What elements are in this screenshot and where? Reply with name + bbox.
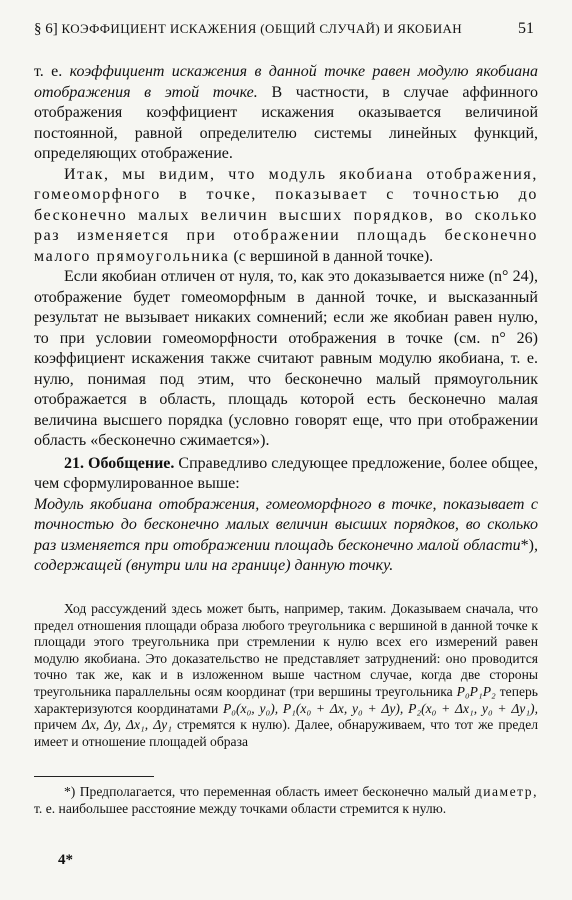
main-text	[34, 62, 538, 577]
vertex-coordinates: P₀(x₀, y₀), P₁(x₀ + Δx, y₀ + Δy), P₂(x₀ + Δx₁, y₀ + Δy₁),	[222, 700, 538, 716]
running-header	[34, 20, 534, 38]
theorem-statement	[34, 495, 538, 577]
small-print-proof	[34, 601, 538, 750]
footnote-marker: *)	[520, 536, 534, 554]
signature-mark: 4*	[58, 852, 73, 868]
section-heading: 21. Обобщение.	[64, 454, 175, 472]
proof-text-2: теперь характеризуются координатами	[34, 683, 538, 716]
paragraph-1-lead: т. е.	[34, 63, 63, 80]
footnote-mark: *)	[64, 784, 76, 799]
paragraph-1	[34, 62, 538, 165]
paragraph-1-rest: В частности, в случае аффинного отображения коэффициент искажения оказывается величиной постоянной, равной определителю системы линейных функций, определяющих отображение.	[34, 83, 539, 162]
paragraph-2-spaced: Итак, мы видим, что модуль якобиана отображения, гомеоморфного в точке, показывает с точностью до бесконечно малых величин высших порядков, во сколько раз изменяется при отображении площадь бесконечно малого прямоугольника	[34, 165, 538, 265]
footnote-text-1: Предполагается, что переменная область имеет бесконечно малый	[79, 784, 471, 799]
footnote-spaced-word: диаметр,	[474, 784, 538, 799]
footnote-text-2: т. е. наибольшее расстояние между точками области стремится к нулю.	[34, 800, 447, 816]
proof-text-3: причем	[34, 717, 77, 733]
footnote-text	[34, 784, 538, 817]
running-title: КОЭФФИЦИЕНТ ИСКАЖЕНИЯ (ОБЩИЙ СЛУЧАЙ) И ЯКОБИАН	[61, 21, 463, 36]
section-mark: § 6]	[34, 21, 58, 37]
proof-text-4: стремятся к нулю). Далее, обнаруживаем, что тот же предел имеет и отношение площадей образа	[34, 717, 539, 749]
proof-text-1: Ход рассуждений здесь может быть, например, таким. Доказываем сначала, что предел отношения площади образа любого треугольника с вершиной в данной точке к площади этого треугольника при стремлении к нулю всех его измерений равен модулю якобиана. Это доказательство не представляет затруднений: оно проводится точно так же, как и в изложенном выше частном случае, когда две стороны треугольника параллельны осям координат (три вершины треугольника	[34, 601, 538, 699]
theorem-part-1: Модуль якобиана отображения, гомеоморфного в точке, показывает с точностью до бесконечно малых величин высших порядков, во сколько раз изменяется при отображении площадь бесконечно малой области	[34, 495, 538, 554]
paragraph-2	[34, 165, 538, 268]
paragraph-1-emphasis: коэффициент искажения в данной точке равен модулю якобиана отображения в этой точке.	[34, 63, 539, 101]
increments: Δx, Δy, Δx₁, Δy₁	[81, 717, 172, 733]
footnote-divider	[34, 776, 154, 777]
proof-paragraph	[34, 601, 538, 750]
theorem-part-2: , содержащей (внутри или на границе) данную точку.	[34, 536, 538, 574]
section-intro: Справедливо следующее предложение, более общее, чем сформулированное выше:	[34, 454, 539, 492]
paragraph-2-tail: (с вершиной в данной точке).	[233, 247, 434, 265]
triangle-label: P₀P₁P₂	[456, 683, 496, 699]
footnote	[34, 784, 538, 817]
paragraph-3: Если якобиан отличен от нуля, то, как это доказывается ниже (n° 24), отображение будет гомеоморфным в данной точке, и высказанный результат не вызывает никаких сомнений; если же якобиан равен нулю, то при условии гомеоморфности отображения в точке (см. n° 26) коэффициент искажения также считают равным модулю якобиана, т. е. нулю, понимая под этим, что бесконечно малый прямоугольник отображается в область, площадь которой есть бесконечно малая величина высшего порядка (условно говорят еще, что при отображении область «бесконечно сжимается»).	[34, 268, 538, 449]
section-21	[34, 454, 538, 495]
page-number: 51	[518, 20, 534, 37]
